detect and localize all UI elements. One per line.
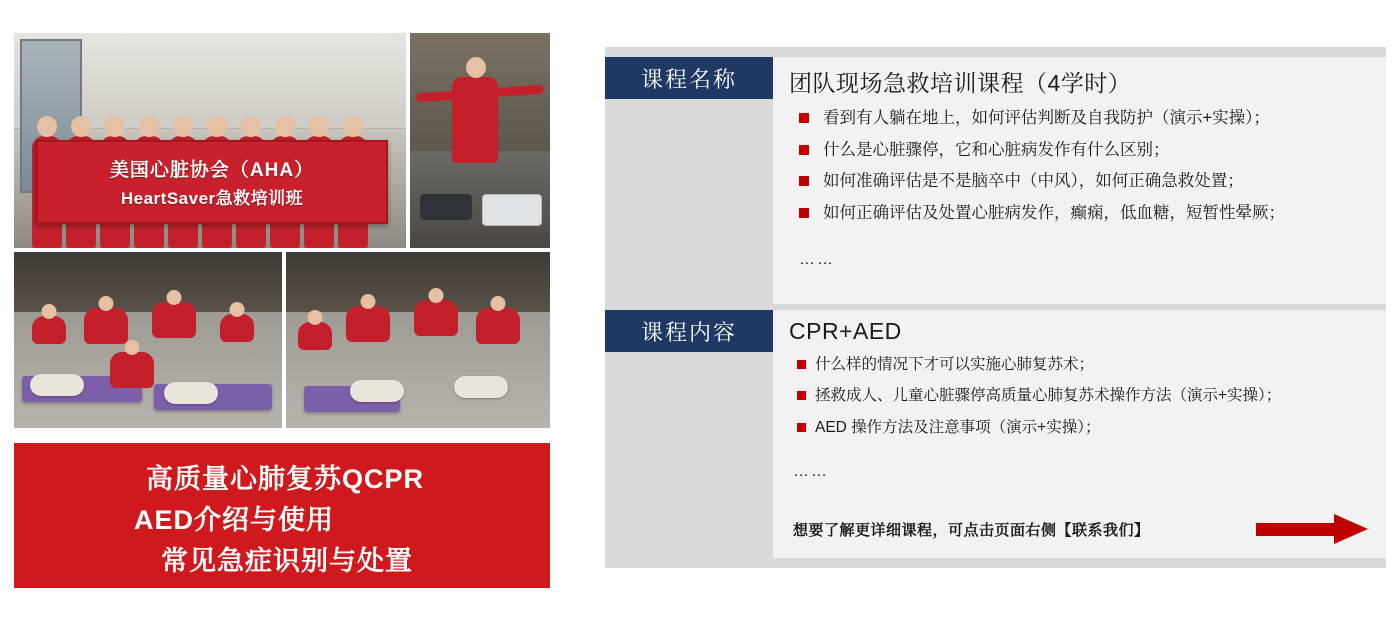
cpr-manikin — [30, 374, 84, 396]
course-name-ellipsis: …… — [799, 250, 835, 268]
section-label-course-name: 课程名称 — [605, 57, 773, 99]
banner-line-1: 美国心脏协会（AHA） — [109, 160, 315, 181]
section-label-course-content: 课程内容 — [605, 310, 773, 352]
course-name-title: 团队现场急救培训课程（4学时） — [789, 70, 1132, 96]
section-body-course-content — [773, 310, 1386, 558]
photo-grid — [14, 33, 550, 428]
trainee — [32, 316, 66, 344]
cpr-practice-photo-2 — [286, 252, 550, 428]
course-name-bullet-list — [773, 104, 1386, 224]
cpr-manikin — [350, 380, 404, 402]
list-item: 拯救成人、儿童心脏骤停高质量心肺复苏术操作方法（演示+实操）； — [797, 386, 1372, 405]
banner-line-2: HeartSaver急救培训班 — [120, 189, 304, 208]
course-content-ellipsis: …… — [793, 463, 829, 481]
list-item: 什么样的情况下才可以实施心肺复苏术； — [797, 355, 1372, 374]
list-item: 什么是心脏骤停，它和心脏病发作有什么区别； — [797, 140, 1372, 161]
cpr-practice-photo-1 — [14, 252, 282, 428]
group-photo-banner — [14, 33, 406, 248]
right-arrow-icon — [1256, 514, 1368, 544]
trainee — [152, 302, 196, 338]
training-kit — [482, 194, 542, 226]
instructor-body — [452, 77, 498, 163]
contact-us-note: 想要了解更详细课程，可点击页面右侧【联系我们】 — [793, 522, 1150, 539]
instructor-head — [466, 57, 486, 78]
trainee — [110, 352, 154, 388]
caption-line-1: 高质量心肺复苏QCPR — [145, 464, 424, 494]
aha-banner — [36, 140, 388, 224]
list-item: AED 操作方法及注意事项（演示+实操）； — [797, 418, 1372, 437]
trainee — [84, 308, 128, 344]
list-item: 如何准确评估是不是脑卒中（中风），如何正确急救处置； — [797, 171, 1372, 192]
cpr-manikin — [164, 382, 218, 404]
list-item: 看到有人躺在地上，如何评估判断及自我防护（演示+实操）； — [797, 108, 1372, 129]
caption-line-2: AED介绍与使用 — [133, 505, 334, 535]
trainee — [414, 300, 458, 336]
course-info-panel — [605, 47, 1386, 568]
instructor-demo-photo — [410, 33, 550, 248]
trainee — [220, 314, 254, 342]
equipment-bag — [420, 194, 472, 220]
list-item: 如何正确评估及处置心脏病发作，癫痫，低血糖，短暂性晕厥； — [797, 203, 1372, 224]
trainee — [476, 308, 520, 344]
course-content-bullet-list — [773, 351, 1386, 437]
section-body-course-name — [773, 57, 1386, 304]
caption-line-3: 常见急症识别与处置 — [161, 546, 413, 576]
trainee — [298, 322, 332, 350]
course-content-title: CPR+AED — [789, 318, 902, 344]
caption-box — [14, 443, 550, 588]
trainee — [346, 306, 390, 342]
cpr-manikin — [454, 376, 508, 398]
